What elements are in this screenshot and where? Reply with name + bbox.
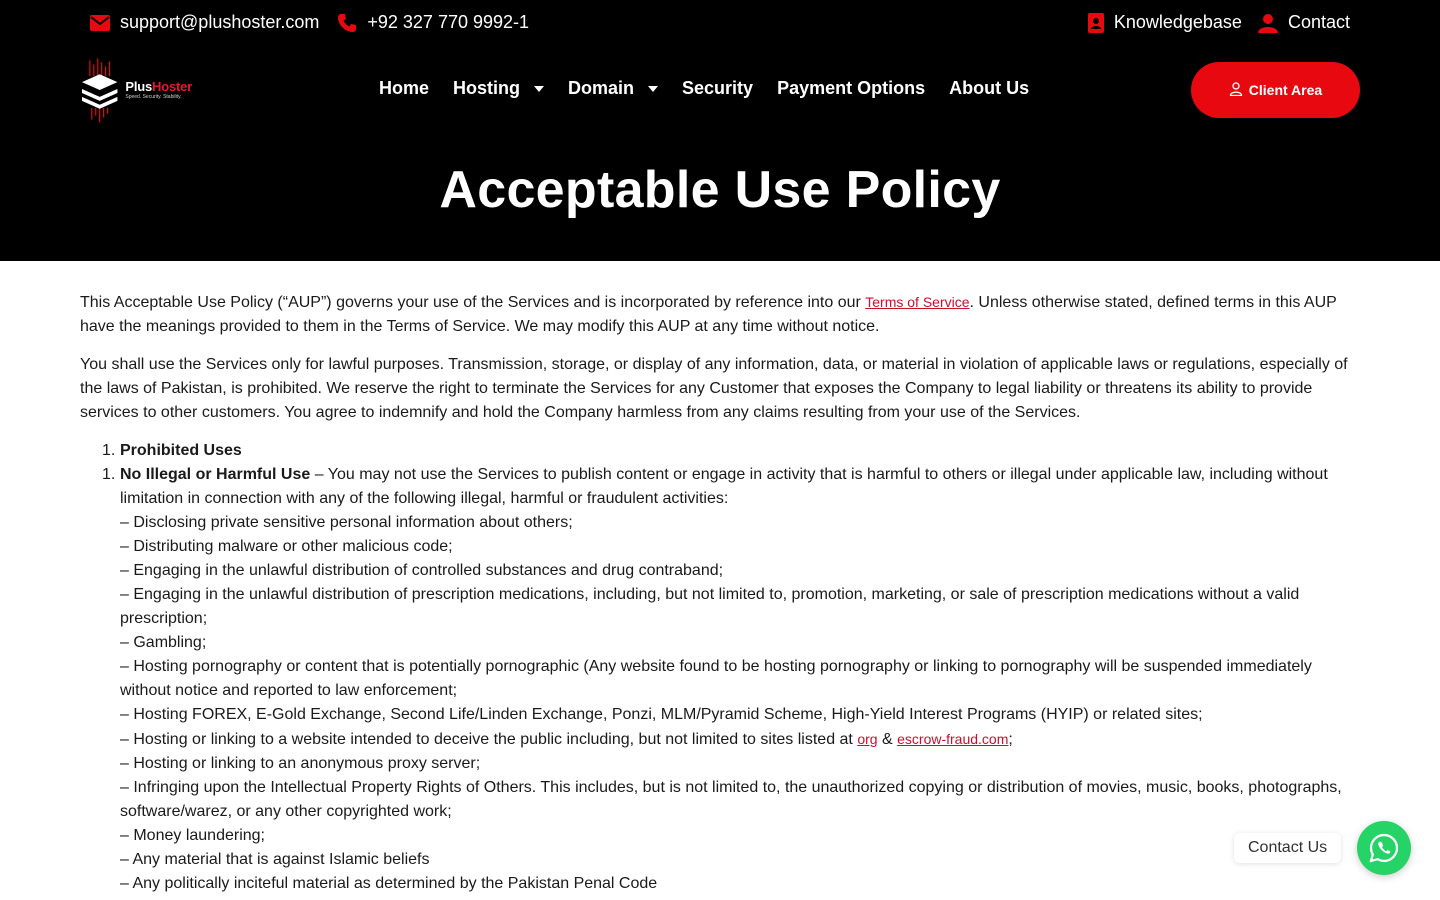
nav-item-domain[interactable] — [568, 78, 658, 99]
phone-text: +92 327 770 9992-1 — [367, 12, 530, 32]
page-title: Acceptable Use Policy — [439, 161, 1001, 219]
nav-label: Security — [682, 78, 754, 98]
list-item-text: – Hosting or linking to a website intended to deceive the public including, but not limited to sites listed at — [120, 731, 858, 748]
top-bar-links — [1088, 12, 1350, 33]
list-item-text: ; — [1008, 731, 1013, 748]
nav-item-about-us[interactable] — [949, 78, 1029, 99]
intro-text: . Unless otherwise stated, defined terms in this AUP have the meanings provided to them in the Terms of Service. We may modify this AUP at any time without notice. — [80, 294, 1337, 335]
ampersand-text: & — [877, 731, 898, 748]
logo-mark-icon — [80, 56, 121, 124]
list-number: 1. — [102, 442, 116, 459]
main-menu — [379, 78, 1053, 99]
site-header — [0, 0, 1440, 261]
email-link[interactable] — [90, 12, 319, 33]
list-item-deceive — [120, 727, 1360, 752]
nav-item-security[interactable] — [682, 78, 753, 99]
nav-label: Payment Options — [777, 78, 926, 98]
section-title: Prohibited Uses — [120, 442, 242, 459]
whatsapp-chat-button[interactable] — [1357, 821, 1411, 875]
escrow-fraud-link[interactable]: escrow-fraud.com — [897, 731, 1009, 747]
list-item: – Hosting FOREX, E-Gold Exchange, Second Life/Linden Exchange, Ponzi, MLM/Pyramid Scheme, High-Yield Interest Programs (HYIP) or related sites; — [120, 706, 1203, 723]
intro-paragraph-1 — [80, 290, 1360, 339]
nav-item-hosting[interactable] — [453, 78, 544, 99]
list-item: – Infringing upon the Intellectual Property Rights of Others. This includes, but is not limited to, the unauthorized copying or distribution of movies, music, books, photographs, software/warez, or any other copyrighted work; — [120, 779, 1342, 820]
whatsapp-icon — [1369, 833, 1399, 863]
logo-name — [125, 80, 192, 93]
phone-link[interactable] — [337, 12, 529, 33]
client-area-button[interactable] — [1191, 62, 1360, 118]
list-item: – Hosting pornography or content that is potentially pornographic (Any website found to be hosting pornography or linking to pornography will be suspended immediately without notice and reported to law enforcement; — [120, 658, 1312, 699]
caret-down-icon — [648, 86, 658, 92]
org-link[interactable]: org — [857, 731, 878, 747]
knowledgebase-link[interactable] — [1088, 12, 1242, 33]
top-bar — [0, 0, 1440, 48]
list-item: – Any politically inciteful material as determined by the Pakistan Penal Code — [120, 875, 658, 892]
list-item: – Disclosing private sensitive personal information about others; — [120, 514, 573, 531]
address-book-icon — [1088, 13, 1104, 33]
client-area-label: Client Area — [1248, 82, 1323, 98]
section-heading-item — [80, 439, 1360, 463]
nav-label: About Us — [949, 78, 1030, 98]
logo-tagline: Speed. Security. Stability. — [125, 94, 182, 100]
contact-text: Contact — [1287, 12, 1350, 32]
logo-name-part2: Hoster — [152, 79, 192, 94]
nav-label: Hosting — [453, 78, 521, 98]
envelope-icon — [90, 15, 110, 31]
nav-item-home[interactable] — [379, 78, 429, 99]
policy-content — [80, 290, 1360, 896]
list-number: 1. — [102, 466, 116, 483]
caret-down-icon — [534, 86, 544, 92]
list-item: – Hosting or linking to an anonymous proxy server; — [120, 755, 481, 772]
list-item: – Distributing malware or other malicious code; — [120, 538, 453, 555]
policy-list — [80, 439, 1360, 896]
knowledgebase-text: Knowledgebase — [1113, 12, 1242, 32]
nav-label: Home — [379, 78, 430, 98]
nav-item-payment-options[interactable] — [777, 78, 925, 99]
user-outline-icon — [1229, 82, 1243, 99]
list-item: – Engaging in the unlawful distribution of controlled substances and drug contraband; — [120, 562, 724, 579]
main-nav-row — [0, 56, 1440, 126]
list-item: – Gambling; — [120, 634, 207, 651]
phone-icon — [337, 13, 357, 33]
contact-link[interactable] — [1258, 12, 1350, 33]
logo-name-part1: Plus — [125, 79, 153, 94]
email-text: support@plushoster.com — [120, 12, 320, 32]
list-item: – Money laundering; — [120, 827, 265, 844]
intro-text: This Acceptable Use Policy (“AUP”) governs your use of the Services and is incorporated by reference into our — [80, 294, 866, 311]
policy-item — [80, 463, 1360, 896]
plushoster-logo[interactable] — [80, 56, 192, 124]
nav-label: Domain — [568, 78, 635, 98]
terms-of-service-link[interactable]: Terms of Service — [865, 294, 970, 310]
contact-us-tooltip[interactable]: Contact Us — [1234, 833, 1341, 863]
logo-text — [125, 80, 192, 100]
user-icon — [1258, 13, 1278, 33]
item-text: – You may not use the Services to publish content or engage in activity that is harmful to others or illegal under applicable law, including without limitation in connection with any of the following illegal, harmful or fraudulent activities: — [120, 466, 1328, 507]
list-item: – Engaging in the unlawful distribution of prescription medications, including, but not limited to, promotion, marketing, or sale of prescription medications without a valid prescription; — [120, 586, 1300, 627]
intro-paragraph-2: You shall use the Services only for lawful purposes. Transmission, storage, or display of any information, data, or material in violation of applicable laws or regulations, especially of the laws of Pakistan, is prohibited. We reserve the right to terminate the Services for any Customer that exposes the Company to legal liability or threatens its ability to provide services to other customers. You agree to indemnify and hold the Company harmless from any claims resulting from your use of the Services. — [80, 356, 1348, 421]
item-title: No Illegal or Harmful Use — [120, 466, 311, 483]
list-item: – Any material that is against Islamic beliefs — [120, 851, 430, 868]
top-bar-contact-info — [90, 12, 529, 33]
